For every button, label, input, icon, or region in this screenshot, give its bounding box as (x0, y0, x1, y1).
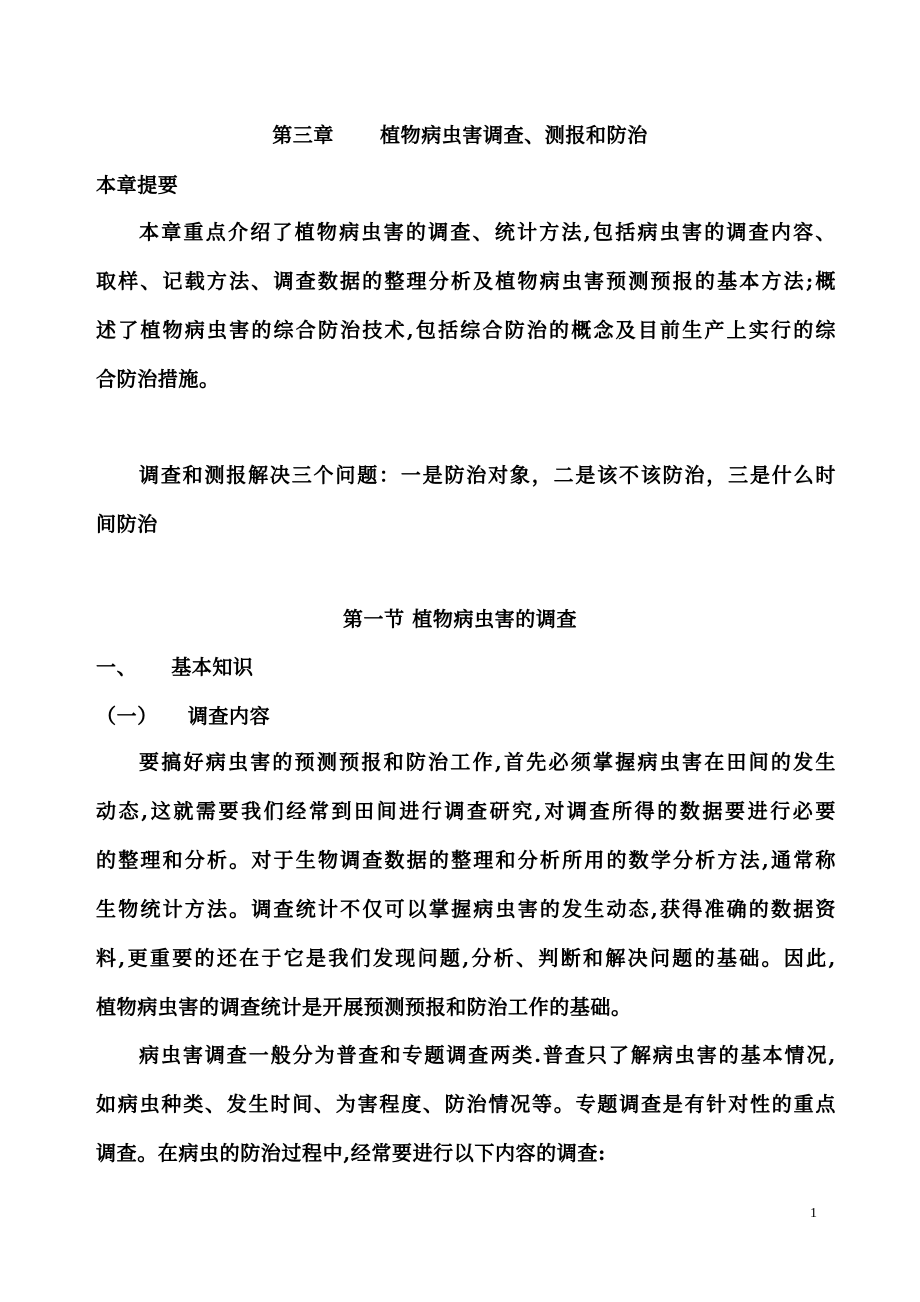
page-number: 1 (810, 1206, 817, 1221)
heading2-number: （一） (96, 704, 158, 728)
summary-line: 本章重点介绍了植物病虫害的调查、统计方法,包括病虫害的调查内容、 (139, 220, 836, 244)
summary-line: 述了植物病虫害的综合防治技术,包括综合防治的概念及目前生产上实行的综 (96, 318, 836, 342)
paragraph1-line: 料,更重要的还在于它是我们发现问题,分析、判断和解决问题的基础。因此, (96, 946, 836, 970)
summary-line: 取样、记载方法、调查数据的整理分析及植物病虫害预测预报的基本方法;概 (96, 269, 836, 293)
paragraph1-line: 要搞好病虫害的预测预报和防治工作,首先必须掌握病虫害在田间的发生 (139, 750, 836, 774)
paragraph1-line: 植物病虫害的调查统计是开展预测预报和防治工作的基础。 (96, 995, 632, 1019)
heading-level-2 (96, 703, 836, 729)
heading-level-1 (96, 654, 836, 680)
paragraph1-line: 生物统计方法。调查统计不仅可以掌握病虫害的发生动态,获得准确的数据资 (96, 897, 836, 921)
summary-line: 合防治措施。 (96, 367, 220, 391)
chapter-title-text: 植物病虫害调查、测报和防治 (380, 123, 648, 147)
heading1-number: 一、 (96, 655, 138, 679)
note-line: 间防治 (96, 512, 158, 536)
summary-heading: 本章提要 (96, 173, 179, 197)
paragraph1-line: 动态,这就需要我们经常到田间进行调查研究,对调查所得的数据要进行必要 (96, 799, 836, 823)
paragraph2-line: 病虫害调查一般分为普查和专题调查两类.普查只了解病虫害的基本情况, (139, 1043, 836, 1067)
chapter-title (0, 122, 920, 148)
paragraph2-line: 如病虫种类、发生时间、为害程度、防治情况等。专题调查是有针对性的重点 (96, 1092, 836, 1116)
paragraph2-line: 调查。在病虫的防治过程中,经常要进行以下内容的调查: (96, 1141, 606, 1165)
section-title: 第一节 植物病虫害的调查 (342, 607, 578, 631)
note-line: 调查和测报解决三个问题：一是防治对象，二是该不该防治，三是什么时 (139, 463, 836, 487)
heading2-text: 调查内容 (187, 704, 271, 728)
heading1-text: 基本知识 (171, 655, 254, 679)
paragraph1-line: 的整理和分析。对于生物调查数据的整理和分析所用的数学分析方法,通常称 (96, 848, 836, 872)
chapter-label: 第三章 (272, 123, 334, 147)
